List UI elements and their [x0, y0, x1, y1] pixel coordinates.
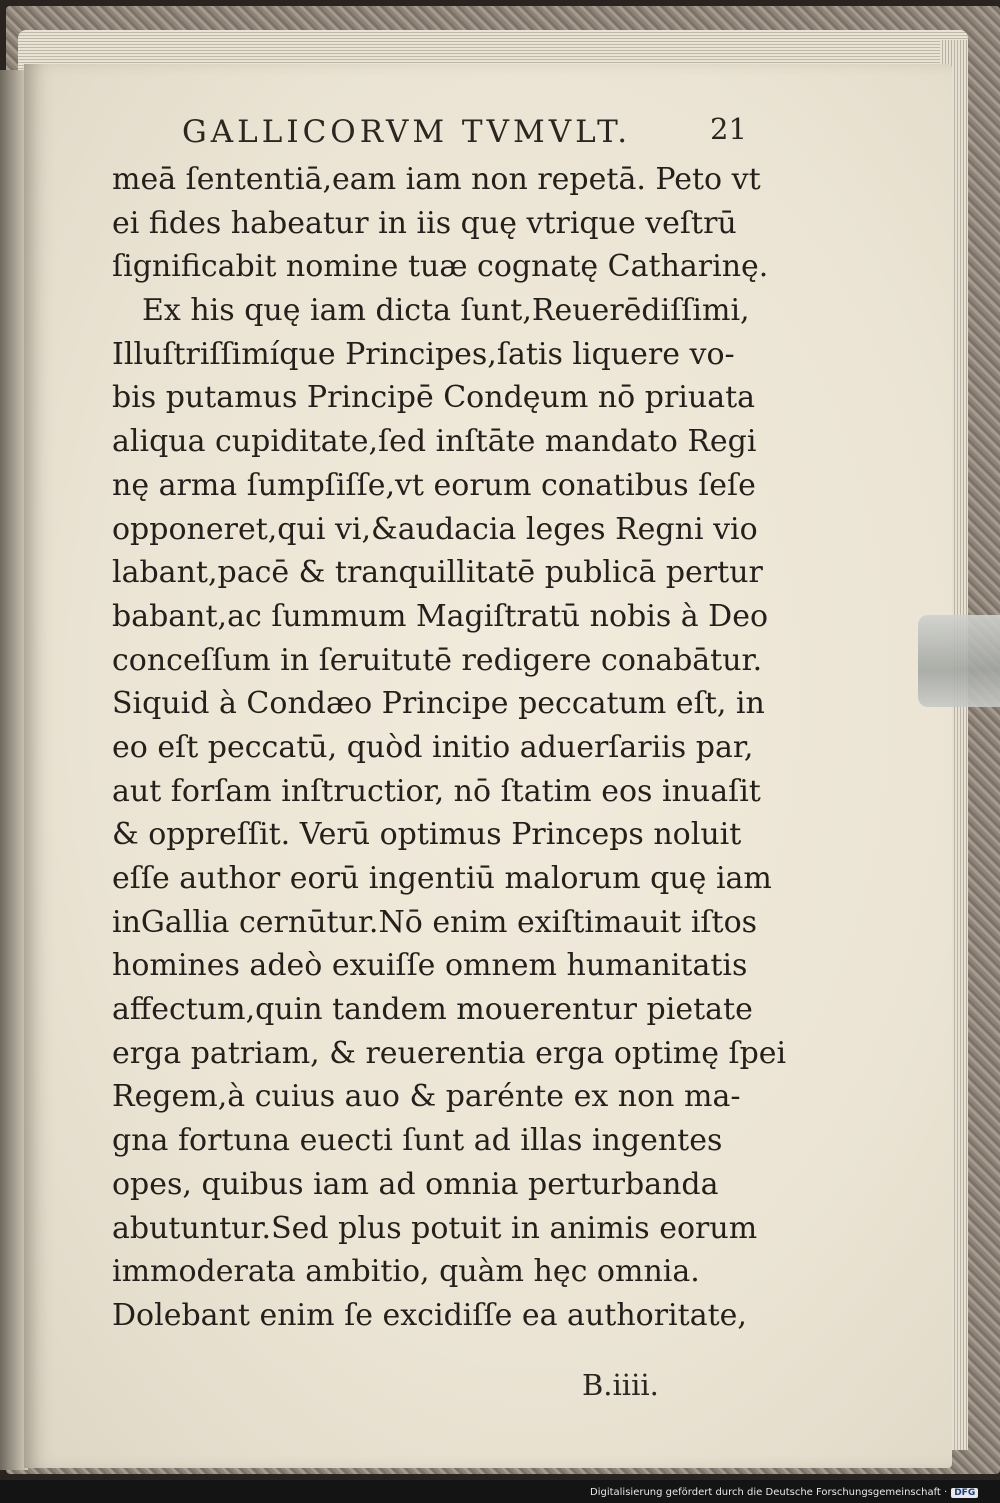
text-line: immoderata ambitio, quàm hęc omnia. — [112, 1254, 700, 1290]
text-line: opes, quibus iam ad omnia perturbanda — [112, 1166, 719, 1202]
running-header — [182, 110, 742, 154]
credit-text: Digitalisierung gefördert durch die Deutsche Forschungsgemeinschaft · — [590, 1487, 948, 1498]
dfg-logo-icon: DFG — [951, 1488, 978, 1498]
text-line: conceſſum in ſeruitutē redigere conabātur. — [112, 642, 763, 678]
page-clip — [918, 615, 1000, 707]
folio-number: 21 — [710, 112, 747, 146]
signature-mark: B.iiii. — [582, 1368, 659, 1402]
running-header-title: GALLICORVM TVMVLT. — [182, 114, 632, 150]
text-line: bis putamus Principē Condęum nō priuata — [112, 380, 756, 416]
text-line: & oppreſſit. Verū optimus Princeps noluit — [112, 817, 742, 853]
text-line: nę arma ſumpſiſſe,vt eorum conatibus ſeſe — [112, 467, 756, 503]
text-line: eſſe author eorū ingentiū malorum quę iam — [112, 861, 772, 896]
text-line: eo eſt peccatū, quòd initio aduerſariis par, — [112, 729, 754, 765]
text-line: Siquid à Condæo Principe peccatum eſt, in — [112, 686, 765, 722]
text-line: aliqua cupiditate,ſed inſtāte mandato Regi — [112, 424, 757, 460]
text-line: Ex his quę iam dicta ſunt,Reuerēdiſſimi, — [142, 293, 750, 329]
text-line: ei fides habeatur in iis quę vtrique veſtrū — [112, 205, 737, 241]
text-line: meā ſententiā,eam iam non repetā. Peto vt — [112, 162, 761, 197]
text-line: opponeret,qui vi,&audacia leges Regni vio — [112, 511, 758, 547]
text-line: labant,pacē & tranquillitatē publicā pertur — [112, 555, 763, 591]
text-line: Illuſtriſſimíque Principes,ſatis liquere vo- — [112, 336, 735, 372]
text-line: homines adeò exuiſſe omnem humanitatis — [112, 948, 748, 984]
text-line: Regem,à cuius auo & parénte ex non ma- — [112, 1079, 741, 1115]
text-line: babant,ac ſummum Magiſtratū nobis à Deo — [112, 598, 769, 634]
text-line: Dolebant enim ſe excidiſſe ea authoritate, — [112, 1297, 747, 1333]
body-text — [112, 158, 787, 1338]
text-line: abutuntur.Sed plus potuit in animis eorum — [112, 1210, 758, 1246]
text-line: inGallia cernūtur.Nō enim exiſtimauit iſtos — [112, 904, 758, 940]
text-line: gna fortuna euecti ſunt ad illas ingentes — [112, 1123, 723, 1159]
text-line: affectum,quin tandem mouerentur pietate — [112, 992, 753, 1028]
text-line: aut forſam inſtructior, nō ſtatim eos inuaſit — [112, 773, 761, 809]
digitization-credit — [590, 1487, 978, 1498]
text-line: erga patriam, & reuerentia erga optimę ſpei — [112, 1035, 787, 1071]
text-line: ſignificabit nomine tuæ cognatę Catharinę. — [112, 249, 769, 285]
